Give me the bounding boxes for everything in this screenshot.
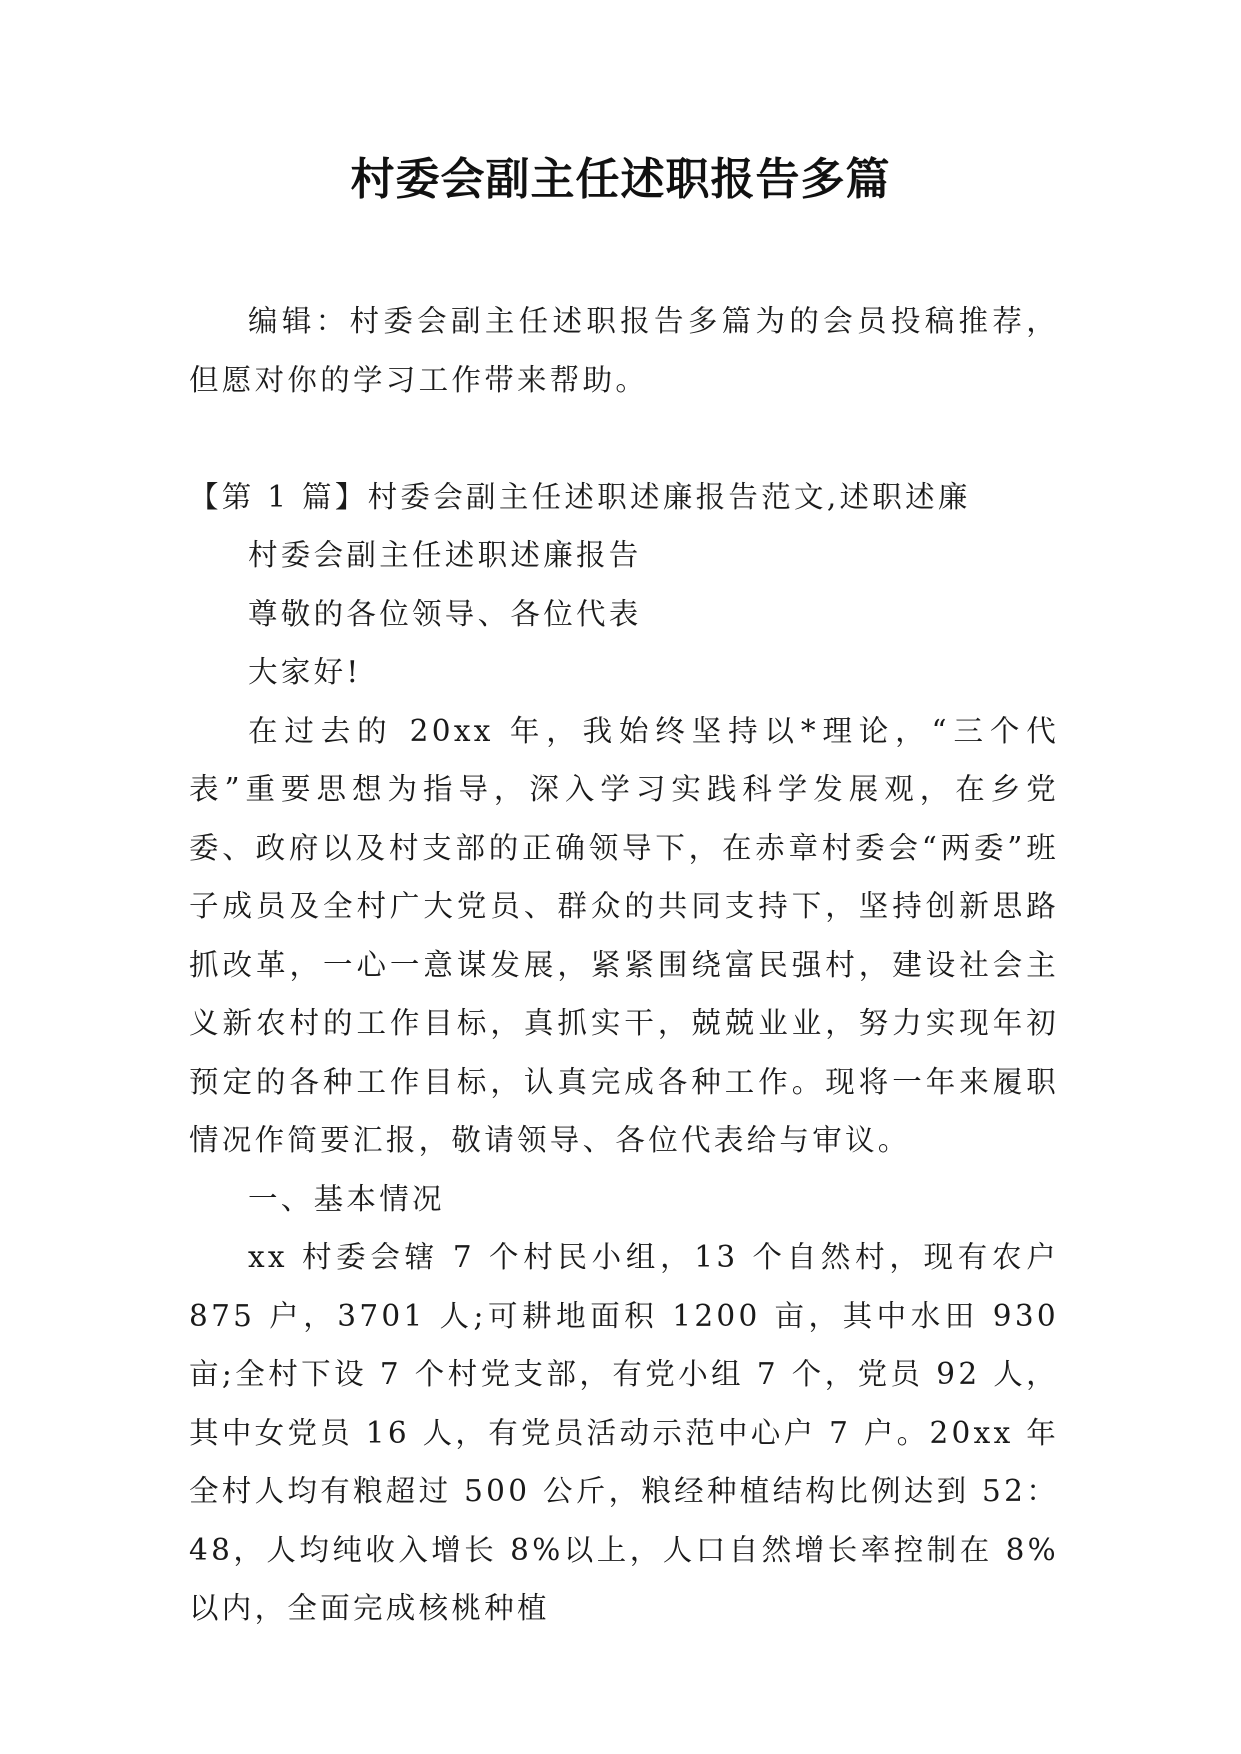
greeting: 大家好! xyxy=(248,655,362,689)
section-one-heading: 一、基本情况 xyxy=(248,1181,445,1216)
paragraph-spacer xyxy=(189,409,1059,468)
editor-note: 编辑：村委会副主任述职报告多篇为的会员投稿推荐，但愿对你的学习工作带来帮助。 xyxy=(189,304,1059,397)
salutation: 尊敬的各位领导、各位代表 xyxy=(248,596,642,631)
section-heading: 【第 1 篇】村委会副主任述职述廉报告范文,述职述廉 xyxy=(189,479,971,514)
report-subtitle: 村委会副主任述职述廉报告 xyxy=(248,538,642,572)
document-body xyxy=(189,292,1059,1638)
intro-paragraph: 在过去的 20xx 年，我始终坚持以*理论，“三个代表”重要思想为指导，深入学习实践科学发展观，在乡党委、政府以及村支部的正确领导下，在赤章村委会“两委”班子成员及全村广大党员、群众的共同支持下，坚持创新思路抓改革，一心一意谋发展，紧紧围绕富民强村，建设社会主义新农村的工作目标，真抓实干，兢兢业业，努力实现年初预定的各种工作目标，认真完成各种工作。现将一年来履职情况作简要汇报，敬请领导、各位代表给与审议。 xyxy=(189,713,1059,1157)
page-title: 村委会副主任述职报告多篇 xyxy=(350,154,891,205)
section-one-paragraph: xx 村委会辖 7 个村民小组，13 个自然村，现有农户 875 户，3701 人;可耕地面积 1200 亩，其中水田 930 亩;全村下设 7 个村党支部，有党小组 7 个，党员 92 人，其中女党员 16 人，有党员活动示范中心户 7 户。20xx 年全村人均有粮超过 500 公斤，粮经种植结构比例达到 52：48，人均纯收入增长 8%以上，人口自然增长率控制在 8%以内，全面完成核桃种植 xyxy=(189,1240,1059,1625)
